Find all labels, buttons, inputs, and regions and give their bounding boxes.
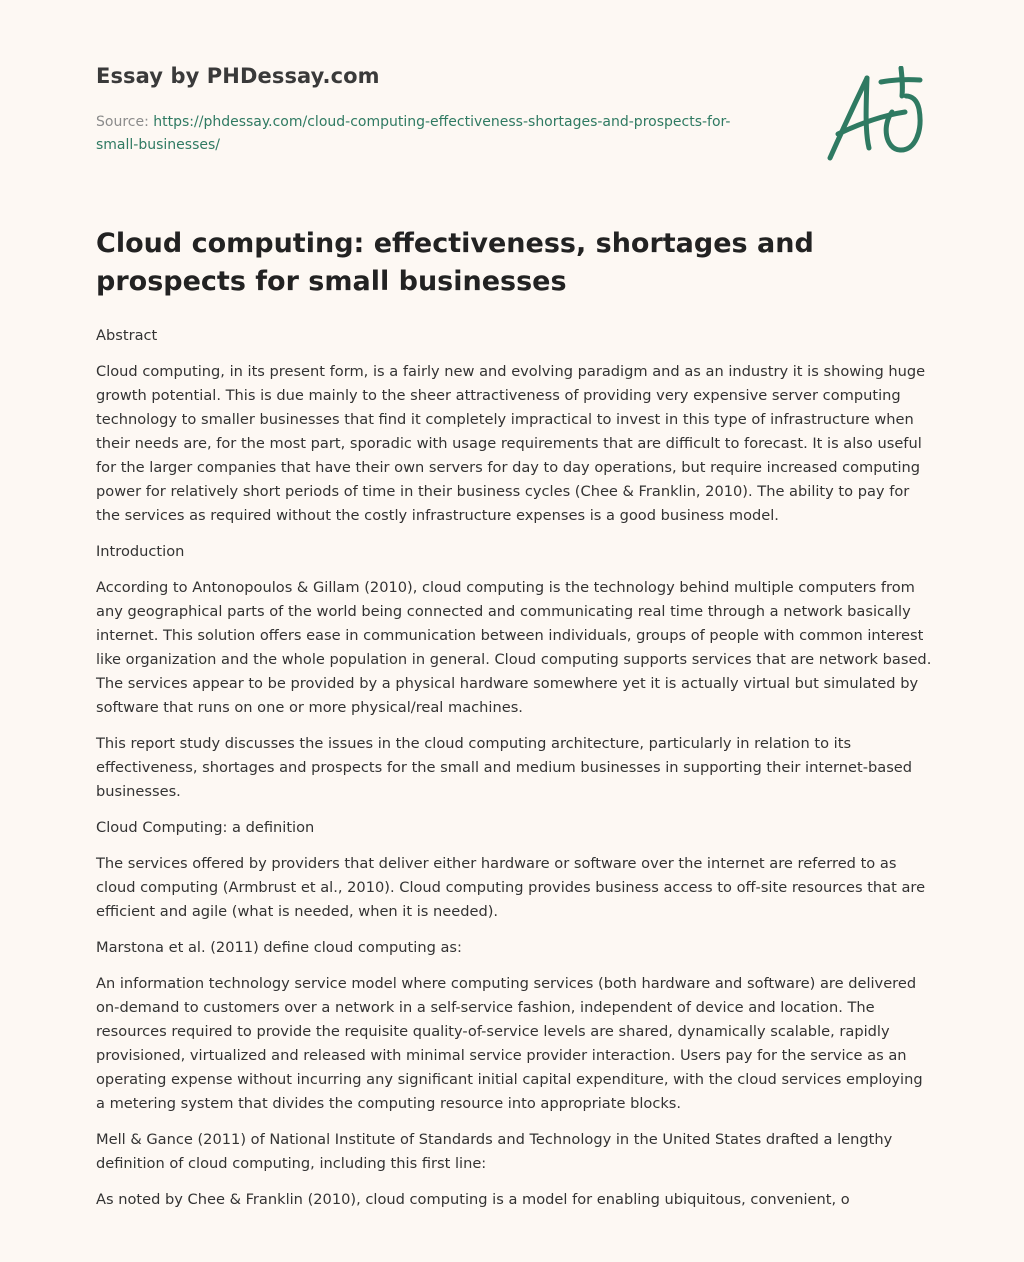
paragraph-definition-5: As noted by Chee & Franklin (2010), cloud computing is a model for enabling ubiquitous, convenient, o (96, 1191, 850, 1208)
section-heading-introduction: Introduction (96, 543, 185, 560)
paragraph-introduction-1: According to Antonopoulos & Gillam (2010), cloud computing is the technology behind multiple computers from any geographical parts of the world being connected and communicating real time through a network basically internet. This solution offers ease in communication between individuals, groups of people with common interest like organization and the whole population in general. Cloud computing supports services that are network based. The services appear to be provided by a physical hardware somewhere yet it is actually virtual but simulated by software that runs on one or more physical/real machines. (96, 579, 932, 716)
paragraph-definition-3: An information technology service model where computing services (both hardware and software) are delivered on-demand to customers over a network in a self-service fashion, independent of device and location. The resources required to provide the requisite quality-of-service levels are shared, dynamically scalable, rapidly provisioned, virtualized and released with minimal service provider interaction. Users pay for the service as an operating expense without incurring any significant initial capital expenditure, with the cloud services employing a metering system that divides the computing resource into appropriate blocks. (96, 975, 923, 1112)
essay-content (96, 324, 932, 1224)
section-heading-definition: Cloud Computing: a definition (96, 819, 315, 836)
source-label: Source: (96, 114, 154, 130)
paragraph-abstract: Cloud computing, in its present form, is a fairly new and evolving paradigm and as an industry it is showing huge growth potential. This is due mainly to the sheer attractiveness of providing very expensive server computing technology to smaller businesses that find it completely impractical to invest in this type of infrastructure when their needs are, for the most part, sporadic with usage requirements that are difficult to forecast. It is also useful for the larger companies that have their own servers for day to day operations, but require increased computing power for relatively short periods of time in their business cycles (Chee & Franklin, 2010). The ability to pay for the services as required without the costly infrastructure expenses is a good business model. (96, 363, 926, 524)
site-title: Essay by PHDessay.com (96, 64, 380, 88)
paragraph-definition-2: Marstona et al. (2011) define cloud computing as: (96, 939, 462, 956)
section-heading-abstract: Abstract (96, 327, 158, 344)
paragraph-definition-4: Mell & Gance (2011) of National Institute of Standards and Technology in the United States drafted a lengthy definition of cloud computing, including this first line: (96, 1131, 893, 1172)
source-link[interactable]: https://phdessay.com/cloud-computing-effectiveness-shortages-and-prospects-for-small-businesses/ (96, 114, 731, 153)
paragraph-definition-1: The services offered by providers that deliver either hardware or software over the internet are referred to as cloud computing (Armbrust et al., 2010). Cloud computing provides business access to off-site resources that are efficient and agile (what is needed, when it is needed). (96, 855, 926, 920)
source-line (96, 111, 756, 157)
a-plus-logo-icon (819, 66, 929, 166)
paragraph-introduction-2: This report study discusses the issues in the cloud computing architecture, particularly in relation to its effectiveness, shortages and prospects for the small and medium businesses in supporting their internet-based businesses. (96, 735, 913, 800)
essay-title: Cloud computing: effectiveness, shortages and prospects for small businesses (96, 228, 814, 297)
